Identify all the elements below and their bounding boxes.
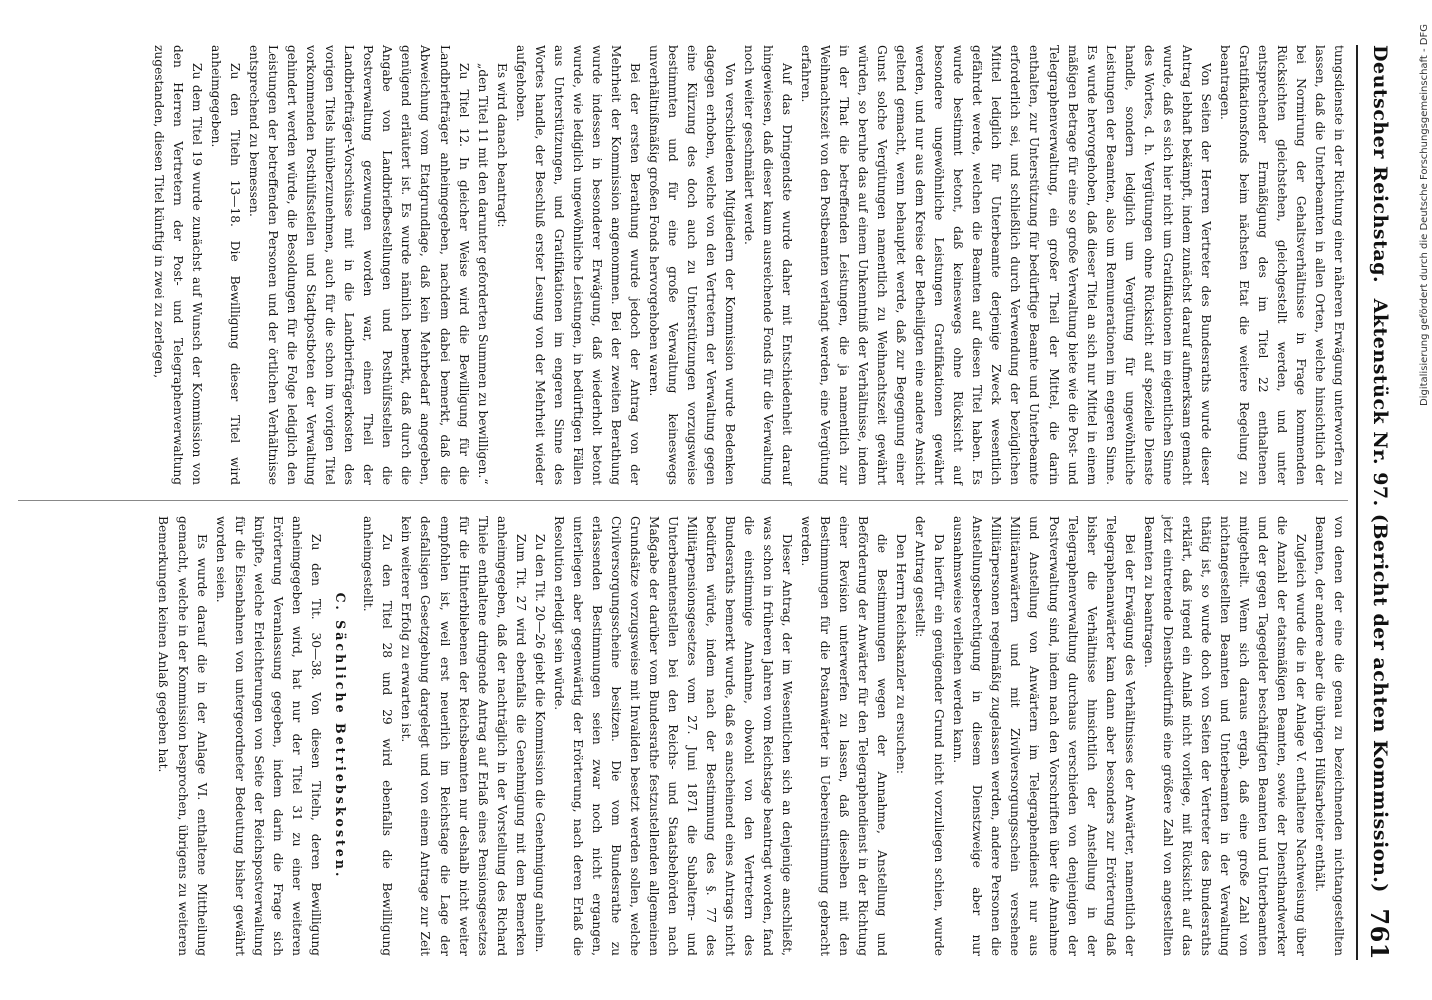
- paragraph: Zu Titel 12. In gleicher Weise wird die Bewilligung für die Landbriefträger anheimgegeben, nachdem dabei bemerkt, daß die Abweichung vom Etatgrundlage, daß kein Mehrbedarf angegeben, genügend erläutert ist. Es wurde nämlich bemerkt, daß durch die Angabe von Landbriefbestellungen und Posthülfsstellen die Postverwaltung gezwungen worden war, einen Theil der Landbriefträger-Vorschüsse mit in die Landbriefträgerkosten des vorigen Titels hinüberzunehmen, auch für die schon im vorigen Titel vorkommenden Posthülfsstellen und Stadtpostboten der Verwaltung gehindert werden würde, die Besoldungen für die Folge lediglich den Leistungen der betreffenden Personen und der örtlichen Verhältnisse entsprechend zu bemessen.: [247, 45, 471, 485]
- paragraph: Zugleich wurde die in der Anlage V. enthaltene Nachweisung über die Anzahl der etatsmäßigen Beamten, sowie der Diensthandwerker und der gegen Tagegelder beschäftigten Beamten und Unterbeamten mitgetheilt. Wenn sich daraus ergab, daß eine große Zahl von nichtangestellten Beamten und Unterbeamten in der Verwaltung thätig ist, so wurde doch von Seiten der Vertreter des Bundesraths erklärt, daß irgend ein Anlaß nicht vorliege, mit Rücksicht auf das jetzt eintretende Dienstbedürfniß eine größere Zahl von angestellten Beamten zu beantragen.: [1141, 516, 1308, 956]
- paragraph: Zum Tit. 27 wird ebenfalls die Genehmigung mit dem Bemerken anheimgegeben, daß der nachträglich in der Vorstellung des Richard Thiele enthaltene dringende Antrag auf Erlaß eines Pensionsgesetzes für die Hinterbliebenen der Reichsbeamten nur deshalb nicht weiter empfohlen ist, weil erst neuerlich im Reichstage die Lage der desfallsigen Gesetzgebung dargelegt und von einem Antrage zur Zeit kein weiterer Erfolg zu erwarten ist.: [399, 516, 528, 956]
- paragraph: die Bestimmungen wegen der Annahme, Anstellung und Beförderung der Anwärter für den Telegraphendienst in der Richtung einer Revision unterwerfen zu lassen, daß dieselben mit den Bestimmungen für die Postanwärter in Uebereinstimmung gebracht werden.: [799, 516, 890, 956]
- section-heading: C. Sächliche Betriebskosten.: [333, 592, 349, 880]
- paragraph: Zu den Tit. 30—38. Von diesen Titeln, deren Bewilligung anheimgegeben wird, hat nur der Titel 31 zu einer weiteren Erörterung Veranlassung gegeben, indem darin die Frage sich knüpfte, welche Erleichterungen von Seite der Reichspostverwaltung für die Eisenbahnen von untergeordneter Bedeutung bisher gewährt worden seien.: [213, 516, 323, 956]
- paragraph: Den Herrn Reichskanzler zu ersuchen:: [894, 534, 909, 775]
- running-head-center: Aktenstück Nr. 97. (Bericht der achten Kommission.): [1369, 298, 1391, 893]
- paragraph: Es wird danach beantragt:: [494, 63, 509, 228]
- paragraph: Zu dem Titel 19 wurde zunächst auf Wunsch der Kommission von den Herren Vertretern der Post- und Telegraphenverwaltung zugestanden, diesen Titel künftig in zwei zu zerlegen,: [152, 45, 205, 485]
- paragraph: „den Titel 11 mit den darunter geforderten Summen zu bewilligen.“: [475, 63, 490, 485]
- paragraph: Zu den Titel 28 und 29 wird ebenfalls die Bewilligung anheimgestellt.: [361, 516, 395, 956]
- paragraph: Von Seiten der Herren Vertreter des Bundesraths wurde dieser Antrag lebhaft bekämpft, indem zunächst darauf aufmerksam gemacht wurde, daß es sich hier nicht um Gratifikationen im eigentlichen Sinne des Wortes, d. h. Vergütungen ohne Rücksicht auf spezielle Dienste handle, sondern lediglich um Vergütung für ungewöhnliche Leistungen der Beamten, also um Remunerationen im engeren Sinne. Es wurde hervorgehoben, daß dieser Titel an sich nur Mittel in einem mäßigen Betrage für eine so große Verwaltung biete wie die Post- und Telegraphenverwaltung, ein großer Theil der Mittel, die darin enthalten, zur Unterstützung für bedürftige Beamte und Unterbeamte erforderlich sei, und schließlich durch Verwendung der bezüglichen Mittel lediglich für Unterbeamte derjenige Zweck wesentlich gefährdet werde, welchen die Beamten auf diesen Titel haben. Es wurde bestimmt betont, daß keineswegs ohne Rücksicht auf besondere ungewöhnliche Leistungen Gratifikationen gewährt werden, und nur aus dem Kreise der Betheiligten eine andere Ansicht geltend gemacht, wenn behauptet werde, daß zur Begegnung einer Gunst solche Vergütungen namentlich zu Weihnachtszeit gewährt würden, so beruhe das auf einem Unkenntniß der Verhältnisse, indem in der That die betreffenden Leistungen, die ja namentlich zur Weihnachtszeit von den Postbeamten verlangt werden, eine Vergütung erfahren.: [799, 45, 1213, 485]
- running-head-left: Deutscher Reichstag.: [1369, 45, 1391, 284]
- paragraph: Von verschiedenen Mitgliedern der Kommission wurde Bedenken dagegen erhoben, welche von den Vertretern der Verwaltung gegen eine Kürzung des doch auch zu Unterstützungen vorzugsweise bestimmten und für eine große Verwaltung keineswegs unverhältnißmäßig großen Fonds hervorgehoben waren.: [646, 45, 737, 485]
- paragraph: Auf das Dringendste wurde daher mit Entschiedenheit darauf hingewiesen, daß dieser kaum ausreichende Fonds für die Verwaltung noch weiter geschmälert werde.: [742, 45, 795, 485]
- paragraph: Es wurde darauf die in der Anlage VI. enthaltene Mittheilung gemacht, welche in der Kommission besprochen, übrigens zu weiteren Bemerkungen keinen Anlaß gegeben hat.: [156, 516, 209, 956]
- right-column: [153, 516, 1348, 956]
- paragraph: Bei der ersten Berathung wurde jedoch der Antrag von der Mehrheit der Kommission angenommen. Bei der zweiten Berathung wurde indessen in besonderer Erwägung, daß wiederholt betont wurde, wie lediglich ungewöhnliche Leistungen, in bedürftigen Fällen aus Unterstützungen, und Gratifikationen im engeren Sinne des Wortes handle, der Beschluß erster Lesung von der Mehrheit wieder aufgehoben.: [513, 45, 642, 485]
- page-number: 761: [1365, 908, 1395, 960]
- left-column: [149, 45, 1348, 485]
- paragraph: tungsdienste in der Richtung einer näheren Erwägung unterworfen zu lassen, daß die Unterbeamten in allen Orten, welche hinsichtlich der bei Normirung der Gehaltsverhältnisse in Frage kommenden Rücksichten gleichstehen, gleichgestellt werden, und unter entsprechender Ermäßigung des im Titel 22 enthaltenen Gratifikationsfonds beim nächsten Etat die weitere Regelung zu beantragen.: [1217, 45, 1346, 485]
- paragraph: Dieser Antrag, der im Wesentlichen sich an denjenige anschließt, was schon in früheren Jahren vom Reichstage beantragt worden, fand die einstimmige Annahme, obwohl von den Vertretern des Bundesraths bemerkt wurde, daß es anscheinend eines Antrags nicht bedürfen würde, indem nach der Bestimmung des §. 77 des Militärpensionsgesetzes vom 27. Juni 1871 die Subaltern- und Unterbeamtenstellen bei den Reichs- und Staatsbehörden nach Maßgabe der darüber vom Bundesrathe festzustellenden allgemeinen Grundsätze vorzugsweise mit Invaliden besetzt werden sollen, welche Civilversorgungsscheine besitzen. Die vom Bundesrathe zu erlassenden Bestimmungen seien zwar noch nicht ergangen, unterliegen aber gegenwärtig der Erörterung, nach deren Erlaß die Resolution erledigt sein würde.: [551, 516, 795, 956]
- paragraph: Bei der Erwägung des Verhältnisses der Anwärter, namentlich der Telegraphenanwärter kam dann aber besonders zur Erörterung daß bisher die Verhältnisse hinsichtlich der Anstellung in der Telegraphenverwaltung durchaus verschieden von denjenigen der Postverwaltung sind, indem nach den Vorschriften über die Annahme und Anstellung von Anwärtern im Telegraphendienst nur aus Militäranwärtern und mit Zivilversorgungsschein versehene Militärpersonen regelmäßig zugelassen werden, andere Personen die Anstellungsberechtigung in diesem Dienstzweige aber nur ausnahmsweise verliehen werden kann.: [951, 516, 1137, 956]
- column-divider: [18, 500, 1348, 501]
- paragraph: von denen der eine die genau zu bezeichnenden nichtangestellten Beamten, der andere aber die übrigen Hülfsarbeiter enthält.: [1312, 516, 1346, 956]
- paragraph: Da hierfür ein genügender Grund nicht vorzuliegen schien, wurde der Antrag gestellt:: [913, 516, 947, 956]
- paragraph: Zu den Tit. 20—26 giebt die Kommission die Genehmigung anheim.: [532, 534, 547, 953]
- running-head: [1356, 45, 1402, 960]
- digitization-credit: Digitalisierung gefördert durch die Deutsche Forschungsgemeinschaft - DFG: [1419, 24, 1430, 407]
- paragraph: Zu den Titeln 13—18. Die Bewilligung dieser Titel wird anheimgegeben.: [209, 45, 243, 485]
